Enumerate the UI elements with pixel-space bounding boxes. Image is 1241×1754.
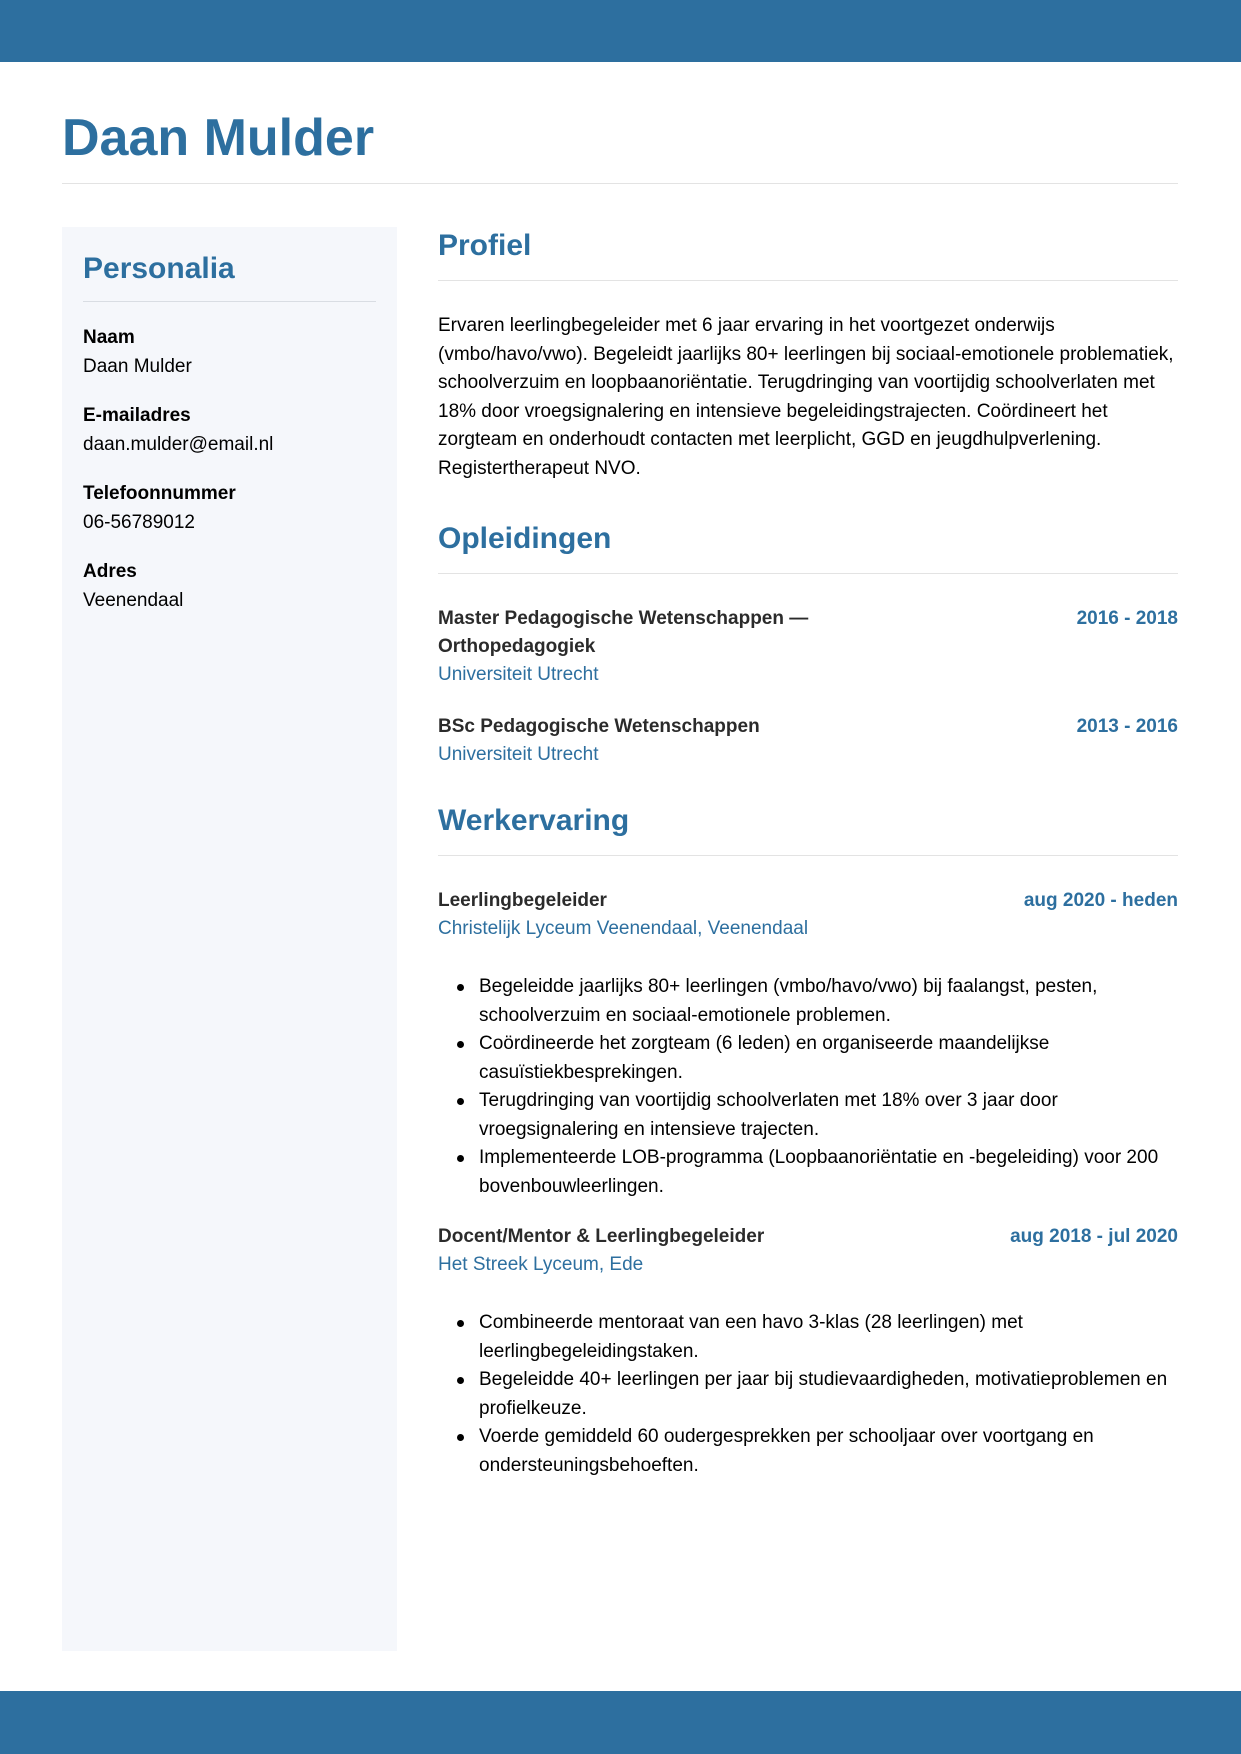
entry-organization: Christelijk Lyceum Veenendaal, Veenendaal (438, 918, 809, 939)
list-item: Combineerde mentoraat van een havo 3-klas (28 leerlingen) met leerlingbegeleidingstaken. (479, 1309, 1178, 1366)
list-item: Implementeerde LOB-programma (Loopbaanoriëntatie en -begeleiding) voor 200 bovenbouwleerlingen. (479, 1144, 1178, 1201)
entry-organization: Universiteit Utrecht (438, 664, 599, 685)
profile-section (438, 224, 1178, 483)
field-address (83, 558, 376, 615)
list-item: Begeleidde 40+ leerlingen per jaar bij studievaardigheden, motivatieproblemen en profielkeuze. (479, 1366, 1178, 1423)
entry-title: Leerlingbegeleider (438, 890, 607, 911)
experience-section (438, 799, 1178, 1480)
list-item: Begeleidde jaarlijks 80+ leerlingen (vmbo/havo/vwo) bij faalangst, pesten, schoolverzuim en sociaal-emotionele problemen. (479, 973, 1178, 1030)
entry-header (438, 713, 1178, 741)
field-name (83, 324, 376, 381)
entry-header (438, 605, 1178, 661)
entry-title: Docent/Mentor & Leerlingbegeleider (438, 1226, 765, 1247)
page-title: Daan Mulder (62, 109, 375, 167)
entry-date: 2013 - 2016 (1076, 716, 1178, 737)
section-title: Werkervaring (438, 799, 1178, 856)
entry-title: Master Pedagogische Wetenschappen — Orthopedagogiek (438, 608, 809, 657)
profile-summary: Ervaren leerlingbegeleider met 6 jaar ervaring in het voortgezet onderwijs (vmbo/havo/vwo). Begeleidt jaarlijks 80+ leerlingen bij sociaal-emotionele problematiek, schoolverzuim en loopbaanoriëntatie. Terugdringing van voortijdig schoolverlaten met 18% door vroegsignalering en intensieve begeleidingstrajecten. Coördineert het zorgteam en onderhoudt contacten met leerplicht, GGD en jeugdhulpverlening. Registertherapeut NVO. (438, 315, 1174, 479)
education-entry (438, 713, 1178, 769)
field-label: Naam (83, 327, 135, 348)
entry-date: aug 2018 - jul 2020 (1010, 1226, 1178, 1247)
field-label: Adres (83, 561, 137, 582)
education-list (438, 605, 1178, 769)
field-label: Telefoonnummer (83, 483, 236, 504)
list-item: Terugdringing van voortijdig schoolverlaten met 18% over 3 jaar door vroegsignalering en intensieve trajecten. (479, 1087, 1178, 1144)
experience-entry (438, 887, 1178, 1201)
experience-list (438, 887, 1178, 1480)
field-value: daan.mulder@email.nl (83, 434, 274, 455)
entry-header (438, 1223, 1178, 1251)
entry-organization: Universiteit Utrecht (438, 744, 599, 765)
field-value: Daan Mulder (83, 356, 192, 377)
section-title: Profiel (438, 224, 1178, 281)
list-item: Voerde gemiddeld 60 oudergesprekken per schooljaar over voortgang en ondersteuningsbehoeften. (479, 1423, 1178, 1480)
field-phone (83, 480, 376, 537)
list-item: Coördineerde het zorgteam (6 leden) en organiseerde maandelijkse casuïstiekbesprekingen. (479, 1030, 1178, 1087)
entry-header (438, 887, 1178, 915)
main-content (438, 224, 1178, 1510)
field-email (83, 402, 376, 459)
bottom-banner (0, 1691, 1241, 1754)
entry-date: aug 2020 - heden (1023, 890, 1178, 911)
top-banner (0, 0, 1241, 62)
sidebar-title: Personalia (83, 249, 376, 302)
education-section (438, 517, 1178, 769)
entry-organization: Het Streek Lyceum, Ede (438, 1254, 644, 1275)
experience-entry (438, 1223, 1178, 1480)
section-title: Opleidingen (438, 517, 1178, 574)
field-value: 06-56789012 (83, 512, 195, 533)
title-divider (62, 183, 1178, 184)
education-entry (438, 605, 1178, 689)
personal-details-sidebar (62, 227, 397, 1651)
entry-title: BSc Pedagogische Wetenschappen (438, 716, 760, 737)
bullet-list (438, 973, 1178, 1201)
field-label: E-mailadres (83, 405, 191, 426)
field-value: Veenendaal (83, 590, 184, 611)
bullet-list (438, 1309, 1178, 1480)
entry-date: 2016 - 2018 (1076, 608, 1178, 629)
